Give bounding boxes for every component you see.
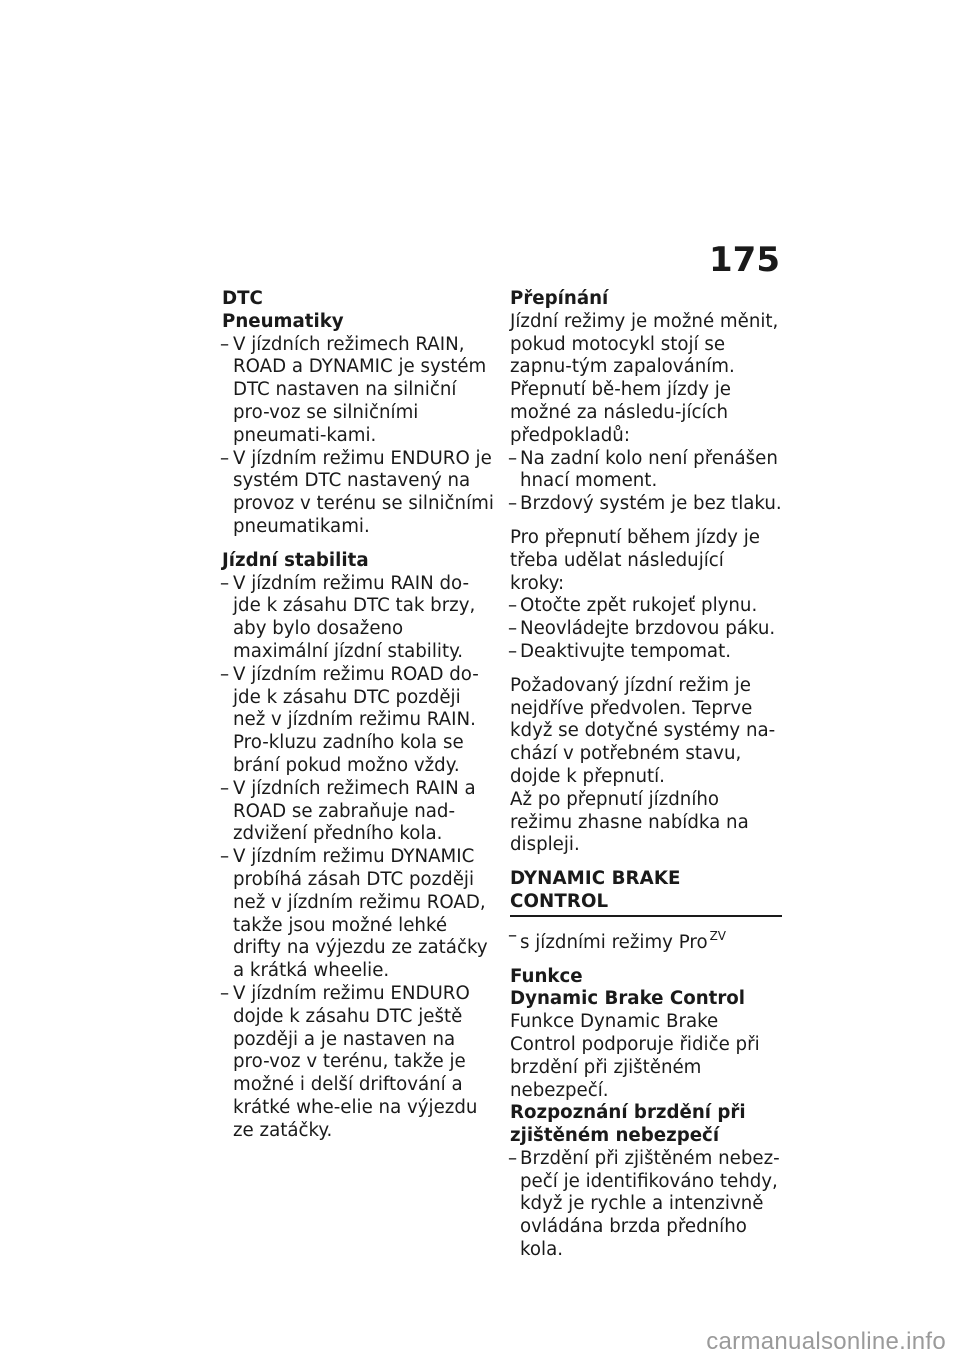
list-item-text: Neovládejte brzdovou páku. [520, 618, 776, 640]
dash-marker: – [220, 777, 230, 799]
dash-marker: – [220, 846, 230, 868]
subheading-jizdni-stabilita: Jízdní stabilita [222, 549, 369, 571]
dash-marker: – [220, 572, 230, 594]
stabilita-list [222, 573, 494, 1143]
pneumatiky-list [222, 334, 494, 539]
dbc-mode-list [510, 925, 782, 955]
list-item [510, 618, 782, 641]
list-item [222, 664, 494, 778]
list-item-text: Brzdový systém je bez tlaku. [520, 493, 782, 515]
list-item-text: V jízdním režimu RAIN do-jde k zásahu DTC tak brzy, aby bylo dosaženo maximální jízdní stability. [233, 572, 476, 662]
list-item-text: V jízdním režimu DYNAMIC probíhá zásah DTC později než v jízdním režimu ROAD, takže jsou možné lehké drifty na výjezdu ze zatáčky a krátká wheelie. [233, 846, 488, 982]
kroky-list [510, 595, 782, 663]
list-item [510, 1148, 782, 1262]
list-item [222, 778, 494, 846]
list-item-text: V jízdním režimu ROAD do-jde k zásahu DTC později než v jízdním režimu RAIN. Pro-kluzu zadního kola se brání pokud možno vždy. [233, 663, 479, 776]
dash-marker: – [220, 333, 230, 355]
dash-marker: – [508, 640, 518, 662]
list-item-text: V jízdních režimech RAIN, ROAD a DYNAMIC je systém DTC nastaven na silniční pro-voz se silničními pneumati-kami. [233, 333, 487, 446]
list-item [510, 448, 782, 494]
prepinani-list [510, 448, 782, 516]
dash-marker: – [508, 493, 518, 515]
dash-marker: – [220, 663, 230, 685]
pozadovany-paragraph: Požadovaný jízdní režim je nejdříve předvolen. Teprve když se dotyčné systémy na-chází v potřebném stavu, dojde k přepnutí. [510, 674, 776, 787]
list-item-text: Brzdění při zjištěném nebez-pečí je identifikováno tehdy, když je rychle a intenzivně ovládána brzda předního kola. [520, 1147, 780, 1261]
list-item-text: V jízdním režimu ENDURO je systém DTC nastavený na provoz v terénu se silničními pneumatikami. [233, 447, 494, 537]
dash-marker: – [220, 447, 230, 469]
subheading-dbc: Dynamic Brake Control [510, 988, 746, 1010]
list-item [222, 846, 494, 983]
dash-marker: – [508, 595, 518, 617]
section-heading-dbc: DYNAMIC BRAKE CONTROL [510, 868, 782, 917]
list-item [222, 448, 494, 539]
left-column [222, 288, 494, 1142]
subheading-pneumatiky: Pneumatiky [222, 310, 344, 332]
subheading-prepinani: Přepínání [510, 288, 609, 309]
list-item [510, 641, 782, 664]
list-item [222, 983, 494, 1143]
dash-marker: – [508, 447, 518, 469]
list-item [222, 334, 494, 448]
list-item [510, 595, 782, 618]
option-superscript: ZV [709, 928, 727, 943]
list-item-text: V jízdních režimech RAIN a ROAD se zabraňuje nad-zdvižení předního kola. [233, 777, 476, 845]
dbc-mode-text: s jízdními režimy Pro [520, 931, 708, 953]
section-heading-dtc: DTC [222, 288, 263, 309]
list-item [510, 925, 782, 955]
list-item [222, 573, 494, 664]
dash-marker: – [508, 1147, 518, 1169]
list-item-text: Na zadní kolo není přenášen hnací moment. [520, 447, 778, 492]
list-item-text: Deaktivujte tempomat. [520, 640, 731, 662]
page-number: 175 [709, 240, 780, 280]
right-column [510, 288, 782, 1262]
watermark: carmanualsonline.info [706, 1328, 946, 1355]
list-item [510, 493, 782, 516]
az-paragraph: Až po přepnutí jízdního režimu zhasne nabídka na displeji. [510, 788, 749, 856]
list-item-text: Otočte zpět rukojeť plynu. [520, 595, 758, 617]
subheading-rozpoznani: Rozpoznání brzdění při zjištěném nebezpečí [510, 1102, 746, 1147]
dbc-paragraph: Funkce Dynamic Brake Control podporuje řidiče při brzdění při zjištěném nebezpečí. [510, 1011, 760, 1101]
kroky-paragraph: Pro přepnutí během jízdy je třeba udělat následující kroky: [510, 526, 760, 594]
prepinani-paragraph: Jízdní režimy je možné měnit, pokud motocykl stojí se zapnu-tým zapalováním. Přepnutí bě-hem jízdy je možné za následu-jících předpokladů: [510, 310, 779, 446]
rozpoznani-list [510, 1148, 782, 1262]
dash-marker: – [508, 618, 518, 640]
dash-marker: – [220, 982, 230, 1004]
subheading-funkce: Funkce [510, 965, 583, 987]
list-item-text: V jízdním režimu ENDURO dojde k zásahu DTC ještě později a je nastaven na pro-voz v terénu, takže je možné i delší driftování a krátké whe-elie na výjezdu ze zatáčky. [233, 982, 478, 1141]
dash-marker: – [508, 924, 518, 946]
